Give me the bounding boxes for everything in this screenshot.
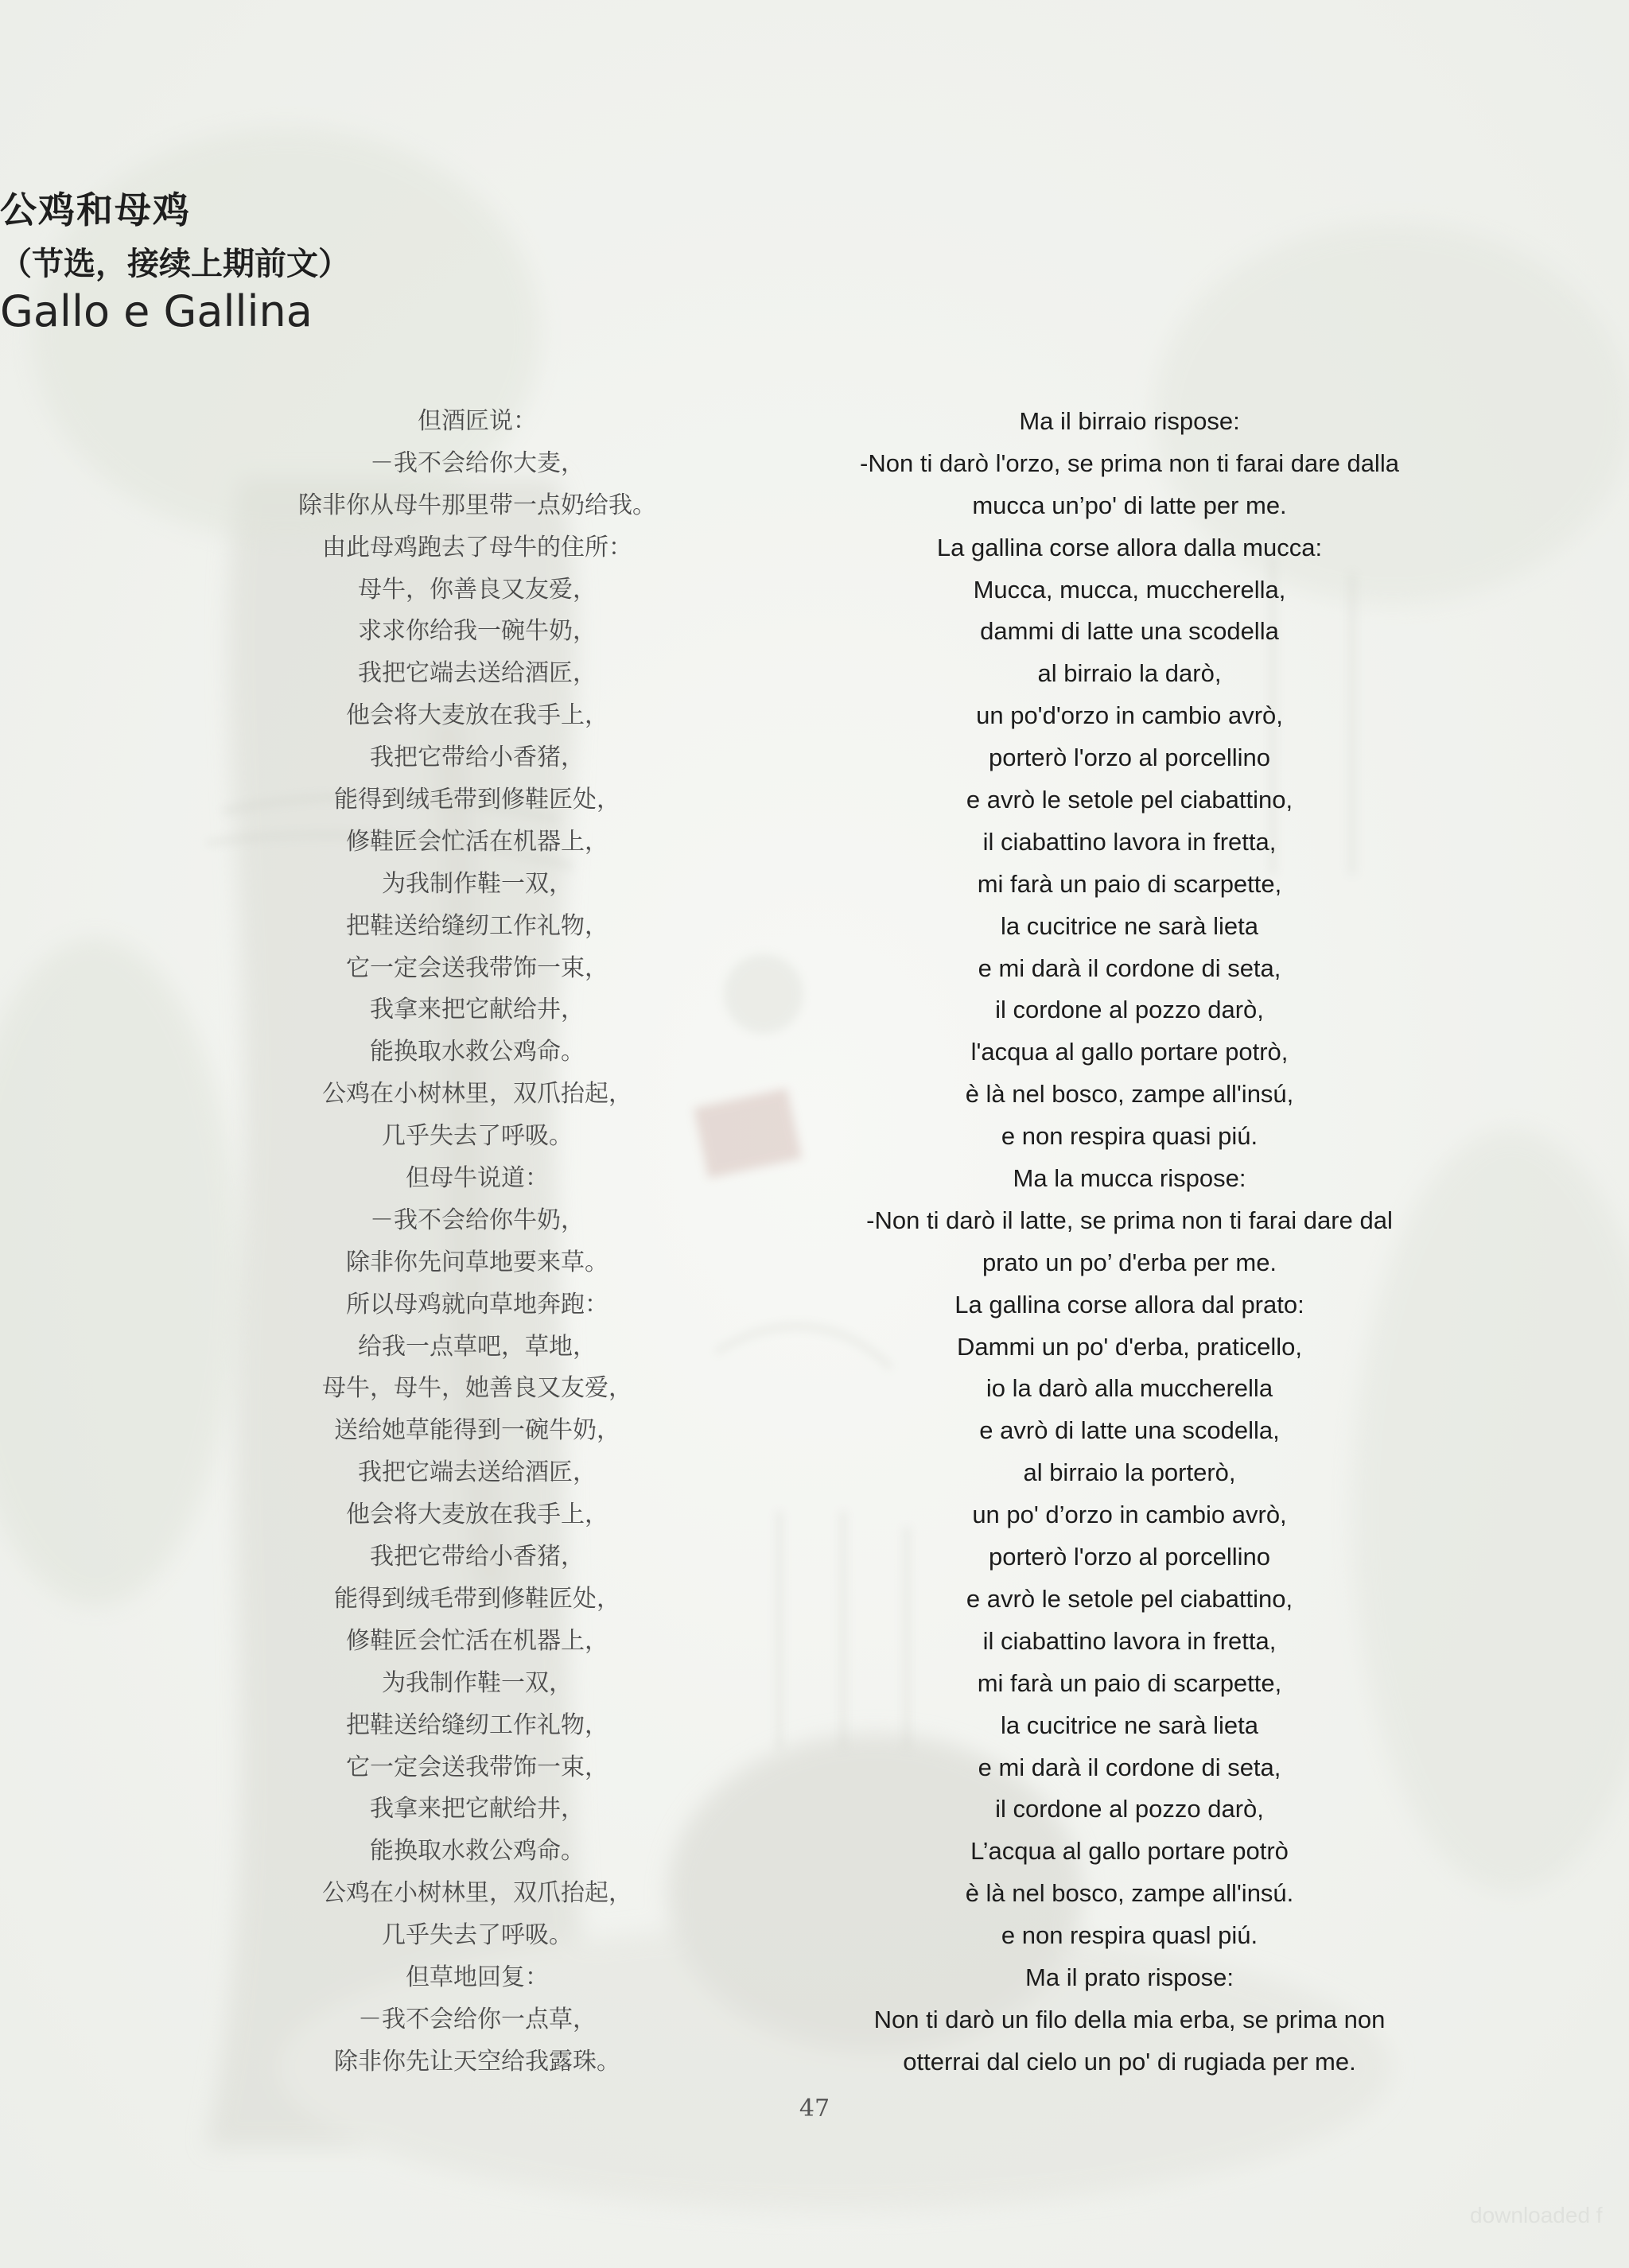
chinese-verse-line: 他会将大麦放在我手上， [346,1501,608,1529]
italian-verse-line: e avrò di latte una scodella, [979,1416,1280,1445]
italian-verse-line: prato un po’ d'erba per me. [982,1248,1277,1276]
chinese-verse-line: 由此母鸡跑去了母牛的住所： [322,533,632,561]
watermark-text: downloaded f [1470,2203,1603,2227]
chinese-verse-line: 我把它带给小香猪， [370,1543,585,1571]
italian-verse-line: Dammi un po' d'erba, praticello, [957,1332,1302,1361]
italian-verse-line: La gallina corse allora dal prato: [954,1290,1304,1318]
italian-verse-line: dammi di latte una scodella [980,617,1279,646]
chinese-verse-line: －我不会给你牛奶， [370,1206,585,1234]
chinese-verse-line: 但酒匠说： [418,407,537,435]
italian-verse-line: mi farà un paio di scarpette, [977,869,1282,898]
chinese-verse-line: 除非你先让天空给我露珠。 [334,2047,620,2076]
italian-verse-line: un po' d’orzo in cambio avrò, [972,1501,1287,1529]
chinese-verse-line: －我不会给你大麦， [370,449,585,477]
chinese-verse-line: 我拿来把它献给井， [370,996,585,1024]
page-title-italian: Gallo e Gallina [0,286,313,336]
italian-verse-line: Ma il prato rispose: [1025,1963,1234,1991]
italian-verse-line: otterrai dal cielo un po' di rugiada per me. [903,2047,1356,2076]
page-number: 47 [799,2095,830,2122]
chinese-verse-line: 能得到绒毛带到修鞋匠处， [334,786,620,814]
chinese-verse-line: 给我一点草吧，草地， [358,1332,597,1361]
chinese-verse-line: 我把它端去送给酒匠， [358,1458,597,1487]
italian-verse-line: e mi darà il cordone di seta, [978,1753,1281,1781]
italian-verse-line: Ma il birraio rispose: [1019,407,1240,435]
italian-verse-line: un po'd'orzo in cambio avrò, [976,701,1283,730]
chinese-verse-line: 它一定会送我带饰一束， [346,953,608,982]
italian-verse-line: la cucitrice ne sarà lieta [1001,1711,1258,1739]
chinese-verse-line: 除非你先问草地要来草。 [346,1248,608,1276]
italian-verse-line: porterò l'orzo al porcellino [989,1543,1270,1571]
chinese-verse-line: 求求你给我一碗牛奶， [358,617,597,646]
italian-verse-line: il cordone al pozzo darò, [995,996,1264,1024]
page-title-chinese: 公鸡和母鸡 [0,188,191,231]
chinese-verse-line: 几乎失去了呼吸。 [382,1921,573,1950]
italian-verse-line: Ma la mucca rispose: [1013,1164,1246,1193]
chinese-verse-line: 修鞋匠会忙活在机器上， [346,1626,608,1655]
italian-verse-line: è là nel bosco, zampe all'insú. [965,1879,1294,1908]
italian-verse-line: Mucca, mucca, muccherella, [973,575,1286,604]
italian-verse-line: Non ti darò un filo della mia erba, se prima non [873,2005,1386,2033]
chinese-verse-line: 公鸡在小树林里，双爪抬起， [322,1080,632,1109]
page-subtitle-chinese: （节选，接续上期前文） [0,245,350,282]
chinese-verse-line: 我拿来把它献给井， [370,1795,585,1823]
italian-verse-line: il cordone al pozzo darò, [995,1795,1264,1823]
chinese-verse-line: 为我制作鞋一双， [382,869,573,898]
italian-verse-line: al birraio la darò, [1037,659,1222,688]
italian-verse-line: e avrò le setole pel ciabattino, [966,786,1293,814]
italian-verse-line: -Non ti darò il latte, se prima non ti farai dare dal [866,1206,1393,1234]
italian-poem-column [772,401,1487,2084]
chinese-verse-line: －我不会给你一点草， [358,2005,597,2033]
italian-verse-line: la cucitrice ne sarà lieta [1001,911,1258,940]
chinese-verse-line: 几乎失去了呼吸。 [382,1122,573,1151]
chinese-poem-column [262,401,692,2084]
chinese-verse-line: 除非你从母牛那里带一点奶给我。 [298,491,656,519]
chinese-verse-line: 为我制作鞋一双， [382,1668,573,1697]
chinese-verse-line: 能得到绒毛带到修鞋匠处， [334,1584,620,1613]
chinese-verse-line: 能换取水救公鸡命。 [370,1837,585,1866]
chinese-verse-line: 但母牛说道： [406,1164,549,1193]
chinese-verse-line: 我把它带给小香猪， [370,744,585,772]
italian-verse-line: mucca un’po' di latte per me. [972,491,1287,519]
italian-verse-line: è là nel bosco, zampe all'insú, [965,1080,1294,1109]
italian-verse-line: L’acqua al gallo portare potrò [970,1837,1289,1866]
italian-verse-line: l'acqua al gallo portare potrò, [970,1038,1289,1066]
italian-verse-line: e non respira quasi piú. [1001,1122,1258,1151]
chinese-verse-line: 但草地回复： [406,1963,549,1991]
chinese-verse-line: 我把它端去送给酒匠， [358,659,597,688]
italian-verse-line: mi farà un paio di scarpette, [977,1668,1282,1697]
italian-verse-line: e non respira quasl piú. [1001,1921,1258,1950]
italian-verse-line: e mi darà il cordone di seta, [978,953,1281,982]
italian-verse-line: -Non ti darò l'orzo, se prima non ti farai dare dalla [860,449,1399,477]
chinese-verse-line: 把鞋送给缝纫工作礼物， [346,1711,608,1739]
italian-verse-line: il ciabattino lavora in fretta, [982,827,1277,856]
italian-verse-line: al birraio la porterò, [1023,1458,1236,1487]
chinese-verse-line: 送给她草能得到一碗牛奶， [334,1416,620,1445]
chinese-verse-line: 所以母鸡就向草地奔跑： [346,1290,608,1318]
chinese-verse-line: 母牛，母牛，她善良又友爱， [322,1374,632,1403]
chinese-verse-line: 母牛，你善良又友爱， [358,575,597,604]
italian-verse-line: La gallina corse allora dalla mucca: [936,533,1323,561]
italian-verse-line: il ciabattino lavora in fretta, [982,1626,1277,1655]
chinese-verse-line: 修鞋匠会忙活在机器上， [346,827,608,856]
italian-verse-line: porterò l'orzo al porcellino [989,744,1270,772]
chinese-verse-line: 把鞋送给缝纫工作礼物， [346,911,608,940]
chinese-verse-line: 公鸡在小树林里，双爪抬起， [322,1879,632,1908]
chinese-verse-line: 它一定会送我带饰一束， [346,1753,608,1781]
chinese-verse-line: 他会将大麦放在我手上， [346,701,608,730]
italian-verse-line: io la darò alla muccherella [986,1374,1273,1403]
chinese-verse-line: 能换取水救公鸡命。 [370,1038,585,1066]
italian-verse-line: e avrò le setole pel ciabattino, [966,1584,1293,1613]
